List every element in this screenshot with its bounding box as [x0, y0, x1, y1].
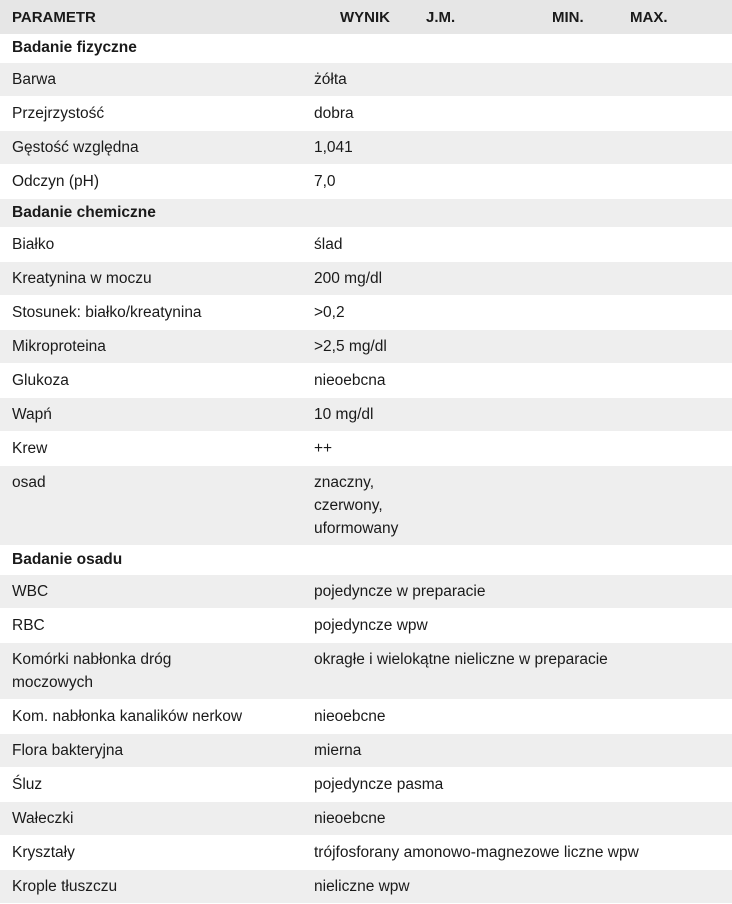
table-row — [0, 97, 732, 131]
param-cell: Stosunek: białko/kreatynina — [12, 304, 202, 321]
param-cell: Barwa — [12, 71, 56, 88]
section-header-row — [0, 199, 732, 228]
param-cell: Gęstość względna — [12, 139, 139, 156]
result-cell: okragłe i wielokątne nieliczne w preparacie — [314, 651, 608, 668]
table-row — [0, 262, 732, 296]
result-cell: nieoebcne — [314, 708, 386, 725]
result-cell: pojedyncze pasma — [314, 776, 444, 793]
section-title: Badanie osadu — [12, 551, 123, 568]
table-row — [0, 836, 732, 870]
result-cell: nieliczne wpw — [314, 878, 410, 895]
section-title: Badanie chemiczne — [12, 204, 156, 221]
table-row — [0, 398, 732, 432]
param-cell: Kom. nabłonka kanalików nerkow — [12, 708, 243, 725]
table-row — [0, 228, 732, 262]
table-row — [0, 575, 732, 609]
param-cell: RBC — [12, 617, 45, 634]
param-cell: Krew — [12, 440, 48, 457]
header-max: MAX. — [630, 9, 668, 26]
section-header-row — [0, 34, 732, 63]
param-cell: Kreatynina w moczu — [12, 270, 152, 287]
param-cell: Kryształy — [12, 844, 75, 861]
result-cell: pojedyncze wpw — [314, 617, 428, 634]
result-cell: mierna — [314, 742, 362, 759]
section-header-row — [0, 546, 732, 575]
param-cell: osad — [12, 474, 46, 491]
result-cell: dobra — [314, 105, 354, 122]
result-cell: trójfosforany amonowo-magnezowe liczne wpw — [314, 844, 639, 861]
result-cell: 200 mg/dl — [314, 270, 383, 287]
header-result: WYNIK — [340, 9, 390, 26]
result-cell: 10 mg/dl — [314, 406, 374, 423]
table-row — [0, 63, 732, 97]
table-row — [0, 330, 732, 364]
result-cell: >0,2 — [314, 304, 345, 321]
param-cell: WBC — [12, 583, 49, 600]
result-cell: nieoebcne — [314, 810, 386, 827]
result-cell: żółta — [314, 71, 347, 88]
table-row — [0, 466, 732, 546]
table-row — [0, 734, 732, 768]
param-cell: Wapń — [12, 406, 52, 423]
header-param: PARAMETR — [12, 9, 96, 26]
result-cell: ++ — [314, 440, 333, 457]
result-cell: 1,041 — [314, 139, 353, 156]
param-cell: Flora bakteryjna — [12, 742, 124, 759]
table-row — [0, 768, 732, 802]
param-cell: Białko — [12, 236, 55, 253]
param-cell: Mikroproteina — [12, 338, 106, 355]
table-header — [0, 0, 732, 34]
table-row — [0, 432, 732, 466]
param-cell: Przejrzystość — [12, 105, 105, 122]
param-cell: Wałeczki — [12, 810, 74, 827]
param-cell: Komórki nabłonka dróg moczowych — [12, 651, 172, 691]
table-row — [0, 643, 732, 700]
param-cell: Krople tłuszczu — [12, 878, 118, 895]
result-cell: nieoebcna — [314, 372, 386, 389]
section-title: Badanie fizyczne — [12, 39, 137, 56]
result-cell: pojedyncze w preparacie — [314, 583, 486, 600]
header-min: MIN. — [552, 9, 584, 26]
result-cell: ślad — [314, 236, 343, 253]
result-cell: 7,0 — [314, 173, 336, 190]
header-unit: J.M. — [426, 9, 456, 26]
table-row — [0, 870, 732, 904]
table-body — [0, 34, 732, 904]
param-cell: Glukoza — [12, 372, 69, 389]
table-row — [0, 165, 732, 199]
param-cell: Odczyn (pH) — [12, 173, 99, 190]
table-row — [0, 296, 732, 330]
table-row — [0, 609, 732, 643]
param-cell: Śluz — [12, 776, 43, 793]
table-row — [0, 131, 732, 165]
result-cell: znaczny, czerwony, uformowany — [314, 474, 399, 537]
table-row — [0, 364, 732, 398]
result-cell: >2,5 mg/dl — [314, 338, 387, 355]
table-row — [0, 700, 732, 734]
table-row — [0, 802, 732, 836]
